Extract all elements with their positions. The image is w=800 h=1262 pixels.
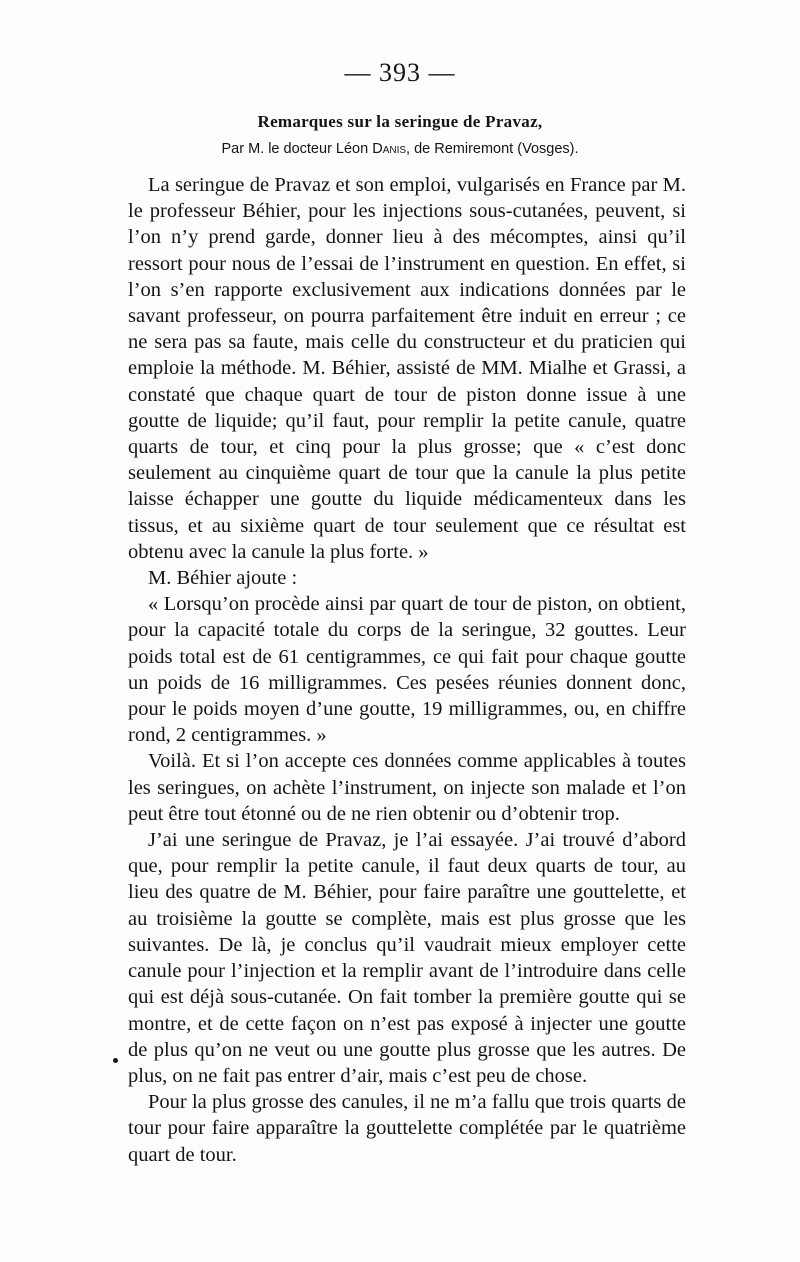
article-body [128, 172, 686, 1168]
ink-dot [113, 1058, 118, 1063]
paragraph-large-canula: Pour la plus grosse des canules, il ne m’a fallu que trois quarts de tour pour faire apparaître la gouttelette complétée par le quatrième quart de tour. [128, 1091, 686, 1166]
byline-prefix: Par M. le docteur Léon [221, 141, 373, 157]
paragraph-intro: La seringue de Pravaz et son emploi, vulgarisés en France par M. le professeur Béhier, pour les injections sous-cutanées, peuvent, si l’on n’y prend garde, donner lieu à des mécomptes, ainsi qu’il ressort pour nous de l’essai de l’instrument en question. En effet, si l’on s’en rapporte exclusivement aux indications données par le savant professeur, on pourra parfaitement être induit en erreur ; ce ne sera pas sa faute, mais celle du constructeur et du praticien qui emploie la méthode. M. Béhier, assisté de MM. Mialhe et Grassi, a constaté que chaque quart de tour de piston donne issue à une goutte de liquide; qu’il faut, pour remplir la petite canule, quatre quarts de tour, et cinq pour la plus grosse; que « c’est donc seulement au cinquième quart de tour que la canule la plus petite laisse échapper une goutte du liquide médicamenteux dans les tissus, et au sixième quart de tour seulement que ce résultat est obtenu avec la canule la plus forte. » [128, 174, 686, 563]
paragraph-quotation: « Lorsqu’on procède ainsi par quart de tour de piston, on obtient, pour la capacité totale du corps de la seringue, 32 gouttes. Leur poids total est de 61 centigrammes, ce qui fait pour chaque goutte un poids de 16 milligrammes. Ces pesées réunies donnent donc, pour le poids moyen d’une goutte, 19 milligrammes, ou, en chiffre rond, 2 centigrammes. » [128, 593, 686, 747]
paragraph-voila: Voilà. Et si l’on accepte ces données comme applicables à toutes les seringues, on achète l’instrument, on injecte son malade et l’on peut être tout étonné ou de ne rien obtenir ou d’obtenir trop. [128, 750, 686, 825]
article-byline [0, 141, 800, 157]
byline-suffix: , de Remiremont (Vosges). [406, 141, 579, 157]
paragraph-behier-ajoute: M. Béhier ajoute : [148, 567, 298, 590]
page-number: — 393 — [344, 58, 456, 87]
byline-author: Danis [372, 141, 407, 157]
article-title: Remarques sur la seringue de Pravaz, [257, 112, 543, 131]
paragraph-experiment: J’ai une seringue de Pravaz, je l’ai essayée. J’ai trouvé d’abord que, pour remplir la petite canule, il faut deux quarts de tour, au lieu des quatre de M. Béhier, pour faire paraître une gouttelette, et au troisième la goutte se complète, mais est plus grosse que les suivantes. De là, je conclus qu’il vaudrait mieux employer cette canule pour l’injection et la remplir avant de l’introduire dans celle qui est déjà sous-cutanée. On fait tomber la première goutte qui se montre, et de cette façon on n’est pas exposé à injecter une goutte de plus qu’on ne veut ou une goutte plus grosse que les autres. De plus, on ne fait pas entrer d’air, mais c’est peu de chose. [128, 829, 686, 1087]
